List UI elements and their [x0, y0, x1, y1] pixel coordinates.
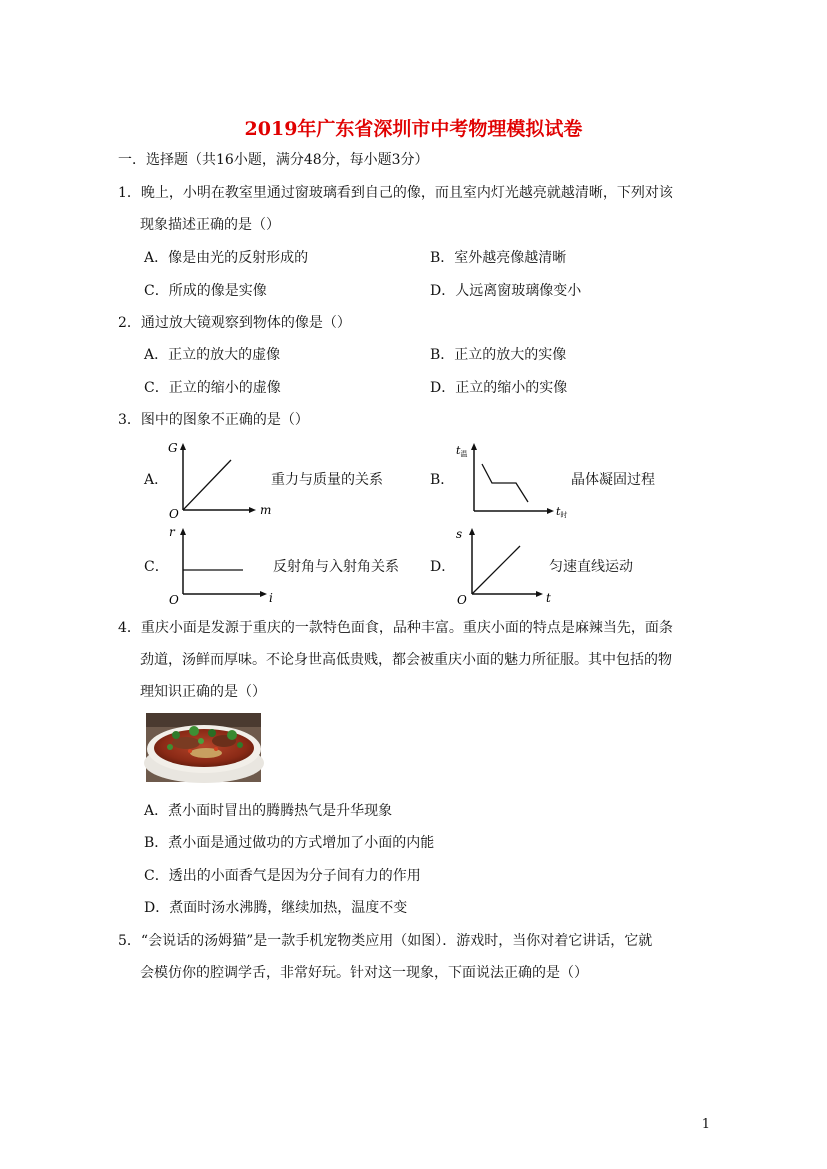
graph-d-y-label: s	[456, 527, 463, 541]
q3-option-a-caption: 重力与质量的关系	[271, 472, 383, 488]
q4-option-a: A．煮小面时冒出的腾腾热气是升华现象	[144, 803, 393, 819]
page-title: 2019年广东省深圳市中考物理模拟试卷	[244, 118, 583, 140]
q1-option-b: B．室外越亮像越清晰	[430, 250, 567, 266]
q4-stem-line3: 理知识正确的是（）	[140, 684, 266, 700]
q5-stem-line2: 会模仿你的腔调学舌，非常好玩。针对这一现象，下面说法正确的是（）	[140, 965, 588, 981]
graph-a-x-label: m	[260, 503, 272, 517]
q3-option-a-letter: A．	[144, 472, 169, 488]
q1-stem-line2: 现象描述正确的是（）	[140, 217, 280, 233]
graph-c-y-label: r	[169, 525, 175, 539]
q4-option-b: B．煮小面是通过做功的方式增加了小面的内能	[144, 835, 435, 851]
graph-b-y-label: t温	[456, 444, 468, 458]
q2-option-b: B．正立的放大的实像	[430, 347, 567, 363]
noodle-bowl-photo	[146, 713, 261, 782]
q3-option-d-letter: D．	[430, 559, 456, 575]
graph-a-y-label: G	[168, 441, 178, 455]
graph-b-x-label: t时	[556, 505, 568, 519]
q3-stem: 3．图中的图象不正确的是（）	[118, 412, 309, 428]
q1-option-a: A．像是由光的反射形成的	[144, 250, 309, 266]
q3-option-b-caption: 晶体凝固过程	[571, 472, 655, 488]
graph-c-origin: O	[169, 593, 179, 607]
graph-c-x-label: i	[269, 591, 273, 605]
q4-stem-line2: 劲道，汤鲜而厚味。不论身世高低贵贱，都会被重庆小面的魅力所征服。其中包括的物	[140, 652, 672, 668]
q4-option-d: D．煮面时汤水沸腾，继续加热，温度不变	[144, 900, 408, 916]
q4-option-c: C．透出的小面香气是因为分子间有力的作用	[144, 868, 421, 884]
graph-uniform-motion	[452, 524, 557, 609]
q5-stem-line1: 5．“会说话的汤姆猫”是一款手机宠物类应用（如图）．游戏时，当你对着它讲话，它就	[118, 933, 653, 949]
graph-d-origin: O	[457, 593, 467, 607]
q2-stem: 2．通过放大镜观察到物体的像是（）	[118, 315, 351, 331]
q1-stem-line1: 1．晚上，小明在教室里通过窗玻璃看到自己的像，而且室内灯光越亮就越清晰，下列对该	[118, 185, 673, 201]
q3-option-d-caption: 匀速直线运动	[549, 559, 633, 575]
q3-option-c-caption: 反射角与入射角关系	[273, 559, 399, 575]
q2-option-a: A．正立的放大的虚像	[144, 347, 281, 363]
graph-reflection-vs-incidence	[165, 522, 275, 607]
graph-d-x-label: t	[546, 591, 551, 605]
q4-stem-line1: 4．重庆小面是发源于重庆的一款特色面食，品种丰富。重庆小面的特点是麻辣当先，面条	[118, 620, 673, 636]
q2-option-d: D．正立的缩小的实像	[430, 380, 568, 396]
graph-a-origin: O	[169, 507, 179, 521]
section-heading: 一．选择题（共16小题，满分48分，每小题3分）	[118, 152, 429, 168]
q1-option-c: C．所成的像是实像	[144, 283, 267, 299]
q3-option-c-letter: C．	[144, 559, 169, 575]
q1-option-d: D．人远离窗玻璃像变小	[430, 283, 582, 299]
graph-gravity-vs-mass	[165, 440, 270, 520]
q3-option-b-letter: B．	[430, 472, 455, 488]
graph-crystal-solidification	[452, 440, 570, 520]
page-number: 1	[701, 1117, 710, 1132]
q2-option-c: C．正立的缩小的虚像	[144, 380, 281, 396]
